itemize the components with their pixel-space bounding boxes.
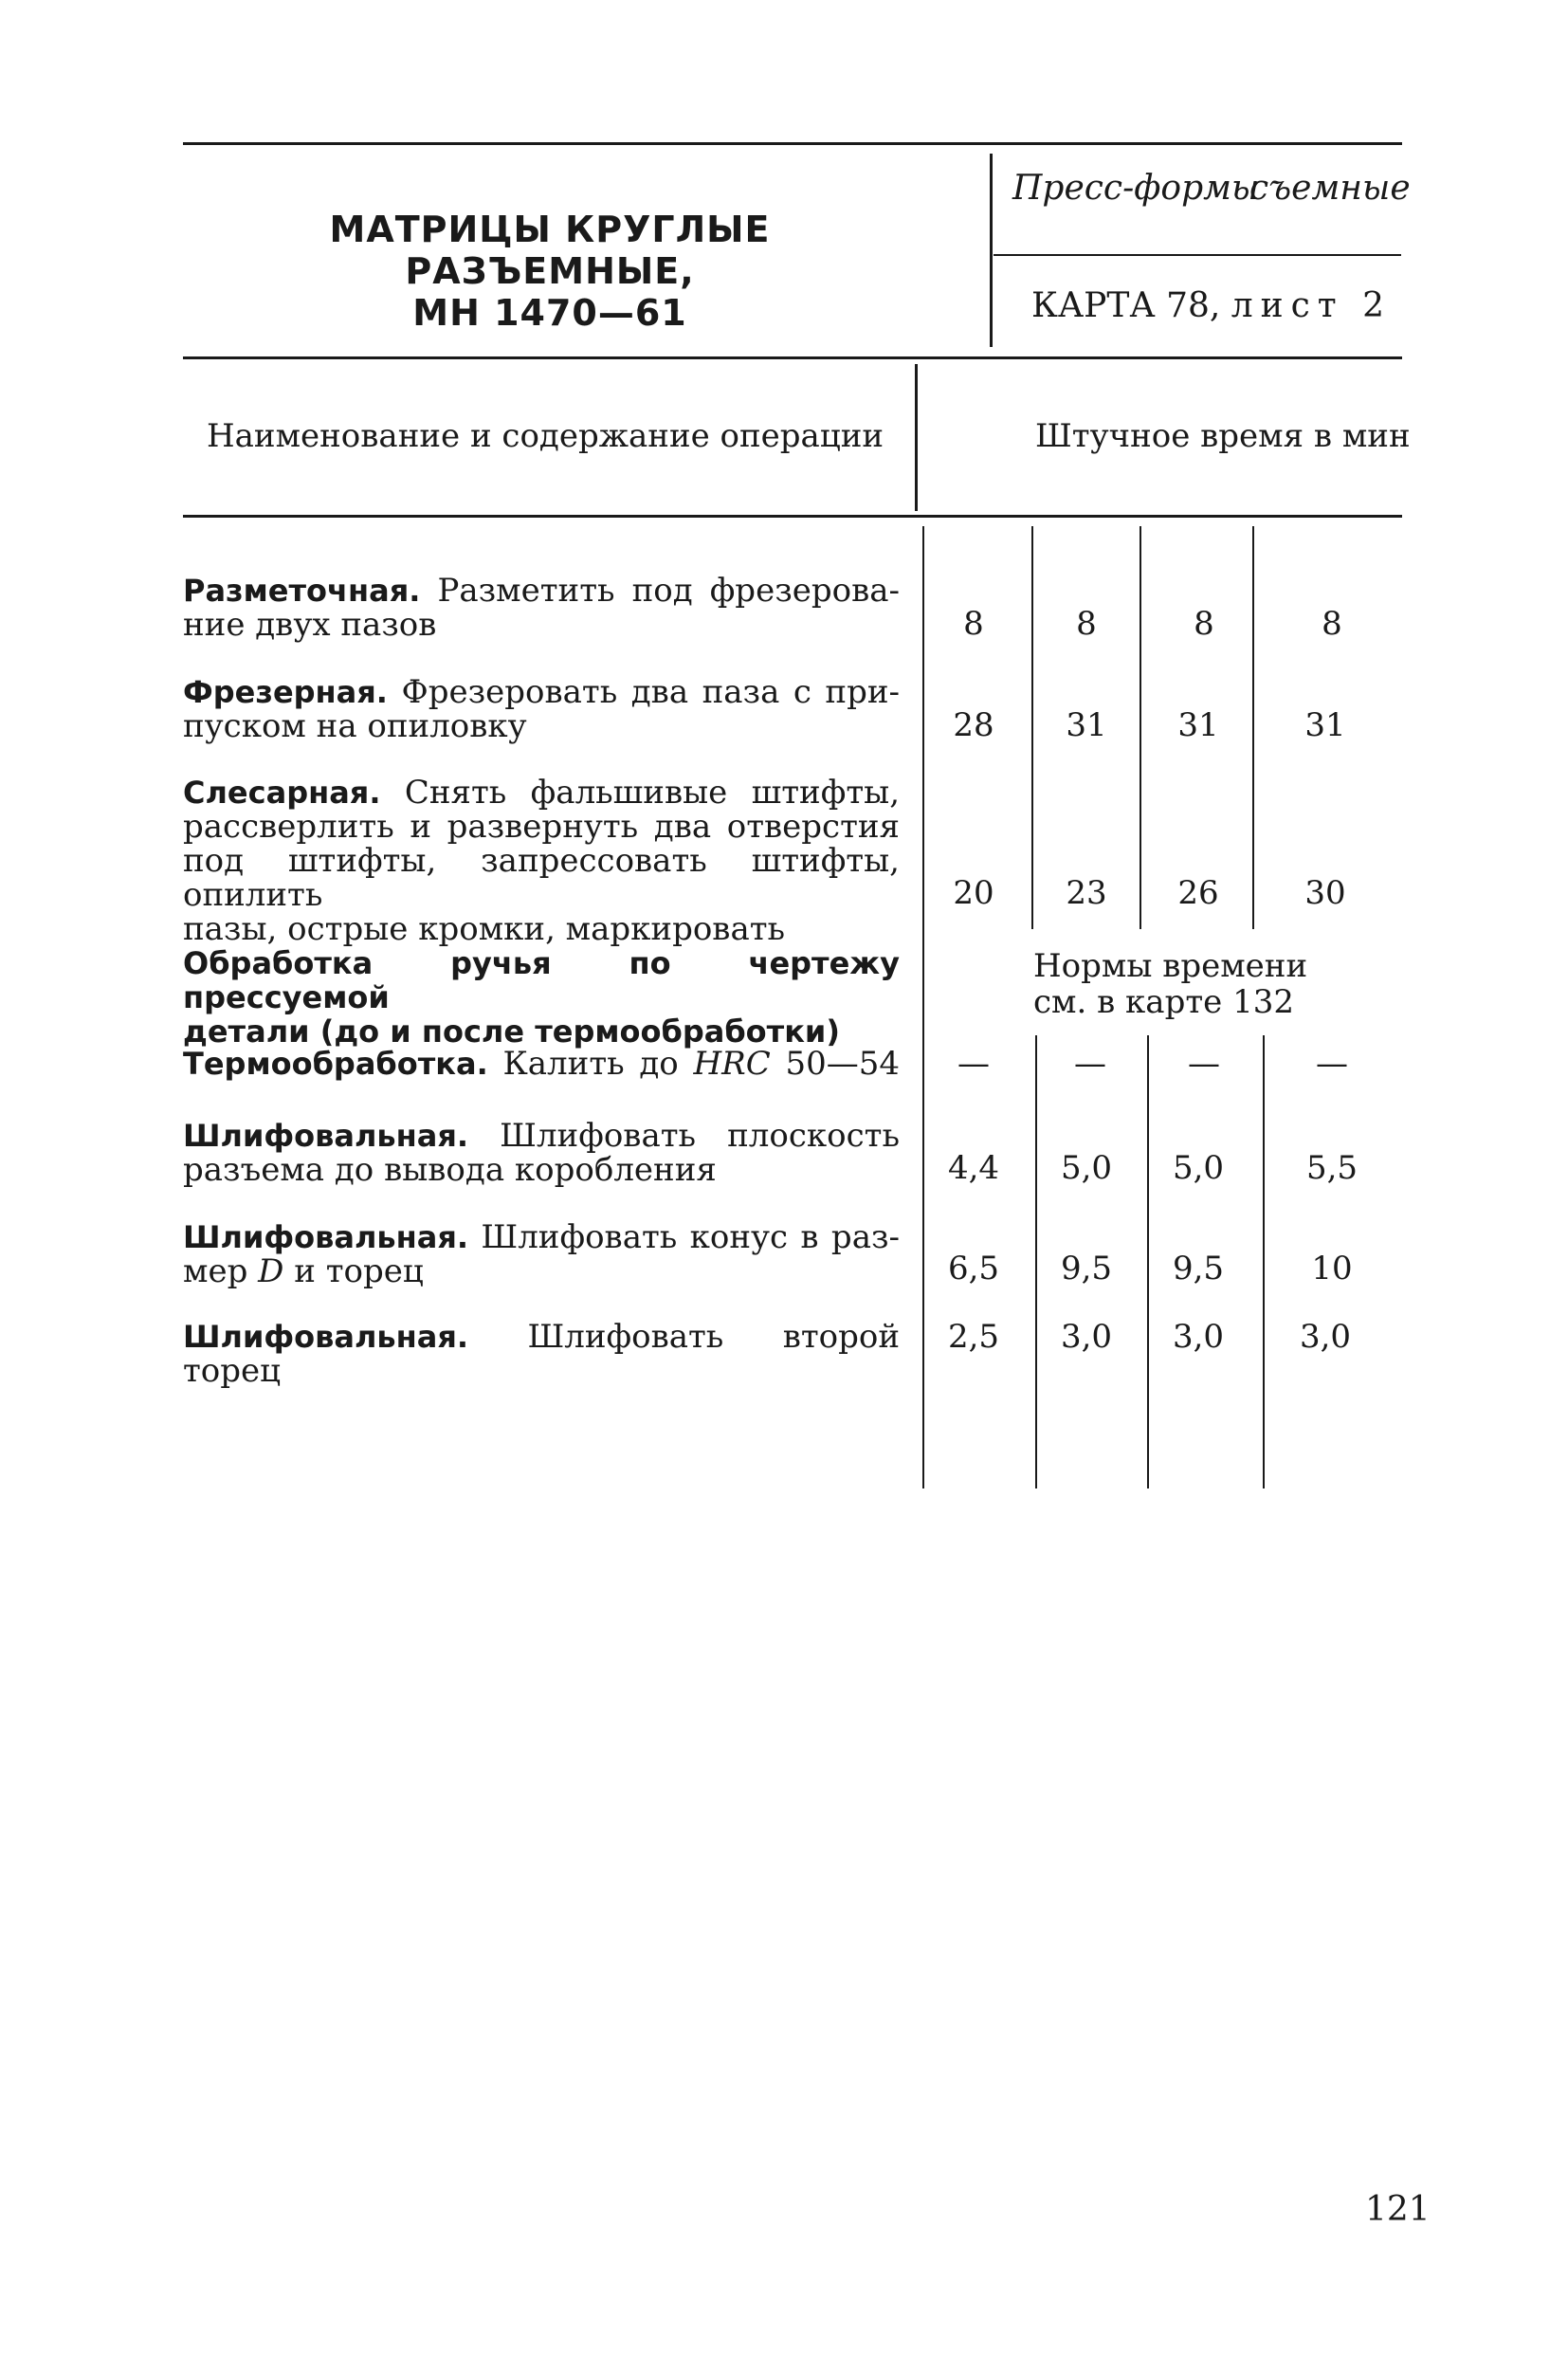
- value-cell: 30: [1304, 874, 1346, 912]
- column-header-bottom-rule: [183, 515, 1402, 518]
- value-cell: 10: [1311, 1250, 1353, 1287]
- column-header-divider: [915, 364, 918, 511]
- card-sheet: лист 2: [1231, 286, 1393, 325]
- header-vertical-divider: [990, 154, 993, 347]
- value-cell: 9,5: [1060, 1250, 1113, 1287]
- hardness-scale: HRC: [693, 1045, 771, 1083]
- operation-name: Термообработка: [183, 1046, 477, 1082]
- value-cell: 28: [953, 706, 994, 744]
- value-cell: —: [957, 1045, 990, 1083]
- operation-name: Обработка ручья по чертежу прессуемой: [183, 945, 900, 1015]
- column-operation-header: Наименование и содержание операции: [207, 417, 884, 455]
- value-cell: 9,5: [1172, 1250, 1225, 1287]
- series-label-b: съемные: [1249, 169, 1411, 208]
- operation-fitting: Слесарная. Снять фальшивые штифты, рассверлить и развернуть два отверстия под штифты, запрессовать штифты, опилить пазы, острые кромки, маркировать: [183, 774, 900, 948]
- operation-text: Фрезеровать два паза с при-: [401, 673, 901, 711]
- operation-name: Шлифовальная: [183, 1319, 457, 1355]
- value-cell: 23: [1066, 874, 1107, 912]
- value-cell: 31: [1304, 706, 1346, 744]
- operation-marking: Разметочная. Разметить под фрезерова- ние двух пазов: [183, 572, 900, 644]
- operation-name: Фрезерная: [183, 674, 376, 710]
- operation-cavity-machining: [183, 946, 900, 1049]
- card-number: КАРТА 78,: [1031, 286, 1221, 325]
- value-cell: 8: [1076, 605, 1097, 643]
- dimension-symbol: D: [258, 1252, 284, 1290]
- operation-text: Снять фальшивые штифты,: [404, 774, 900, 812]
- page-number: 121: [1365, 2190, 1431, 2229]
- operation-text-cont: рассверлить и развернуть два отверстия: [183, 808, 900, 846]
- time-norm-note-line-2: см. в карте 132: [1033, 983, 1294, 1021]
- header-bottom-rule: [183, 356, 1402, 359]
- document-title: [185, 209, 915, 334]
- operation-text-cont: пуском на опиловку: [183, 707, 527, 745]
- value-cell: —: [1188, 1045, 1220, 1083]
- operation-text: Шлифовать конус в раз-: [481, 1218, 900, 1256]
- time-norm-note-line-1: Нормы времени: [1033, 947, 1308, 985]
- operation-name-cont: детали (до и после термообработки): [183, 1014, 840, 1050]
- operation-name: Разметочная: [183, 573, 410, 609]
- operation-text: Шлифовать второй торец: [183, 1318, 901, 1390]
- operation-text-cont: под штифты, запрессовать штифты, опилить: [183, 842, 900, 914]
- value-cell: 6,5: [947, 1250, 1000, 1287]
- value-cell: —: [1074, 1045, 1106, 1083]
- series-card-divider: [994, 254, 1401, 256]
- column-time-header: Штучное время в мин: [1035, 417, 1411, 455]
- operation-text-cont: и торец: [294, 1252, 424, 1290]
- time-norm-note: [1033, 948, 1307, 1020]
- operation-name: Шлифовальная: [183, 1219, 457, 1255]
- value-cell: 2,5: [947, 1318, 1000, 1356]
- value-cell: —: [1316, 1045, 1348, 1083]
- value-cell: 8: [1322, 605, 1342, 643]
- value-cell: 5,5: [1305, 1149, 1358, 1187]
- card-label: [1031, 286, 1392, 325]
- operation-text-cont: ние двух пазов: [183, 606, 437, 644]
- body-divider-4b: [1263, 1035, 1265, 1488]
- operation-grinding-parting-plane: Шлифовальная. Шлифовать плоскость разъема до вывода коробления: [183, 1117, 900, 1189]
- value-cell: 8: [963, 605, 984, 643]
- operation-milling: Фрезерная. Фрезеровать два паза с при- пуском на опиловку: [183, 673, 901, 745]
- operation-text: Шлифовать плоскость: [500, 1117, 900, 1155]
- title-line-1: МАТРИЦЫ КРУГЛЫЕ РАЗЪЕМНЫЕ,: [329, 209, 771, 292]
- operation-text-cont: мер: [183, 1252, 248, 1290]
- operation-heat-treatment: Термообработка. Калить до HRC 50—54: [183, 1045, 900, 1083]
- value-cell: 20: [953, 874, 994, 912]
- title-line-2: МН 1470—61: [412, 292, 687, 334]
- operation-text-cont: пазы, острые кромки, маркировать: [183, 910, 786, 948]
- operation-name: Слесарная: [183, 775, 370, 811]
- value-cell: 31: [1066, 706, 1107, 744]
- top-rule: [183, 142, 1402, 145]
- operation-text: Калить до: [502, 1045, 679, 1083]
- series-label: Пресс-формы: [1012, 169, 1260, 208]
- value-cell: 26: [1177, 874, 1219, 912]
- operation-grinding-second-face: Шлифовальная. Шлифовать второй торец: [183, 1318, 901, 1390]
- value-cell: 31: [1177, 706, 1219, 744]
- operation-text-cont: разъема до вывода коробления: [183, 1151, 717, 1189]
- operation-text: Разметить под фрезерова-: [437, 572, 900, 610]
- operation-name: Шлифовальная: [183, 1118, 457, 1154]
- value-cell: 8: [1194, 605, 1214, 643]
- value-cell: 3,0: [1299, 1318, 1352, 1356]
- hardness-range: 50—54: [785, 1045, 900, 1083]
- value-cell: 3,0: [1172, 1318, 1225, 1356]
- operation-grinding-cone: Шлифовальная. Шлифовать конус в раз- мер D и торец: [183, 1218, 900, 1290]
- value-cell: 4,4: [947, 1149, 1000, 1187]
- value-cell: 5,0: [1172, 1149, 1225, 1187]
- value-cell: 5,0: [1060, 1149, 1113, 1187]
- value-cell: 3,0: [1060, 1318, 1113, 1356]
